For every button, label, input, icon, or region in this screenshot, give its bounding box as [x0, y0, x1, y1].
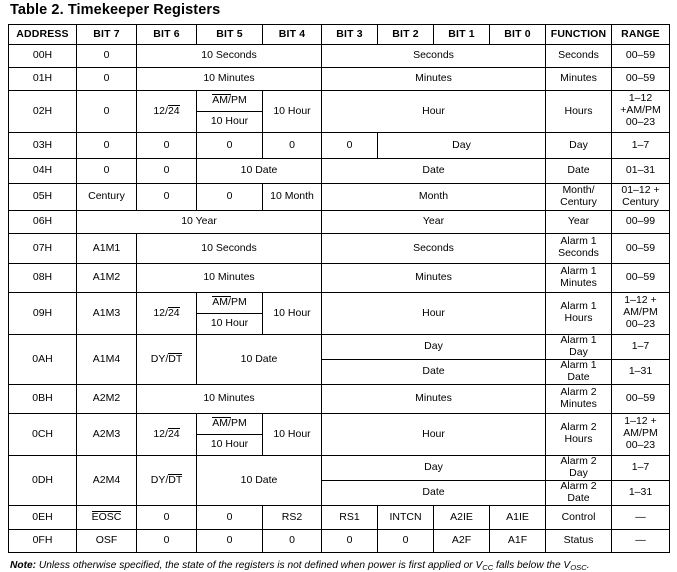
- cell-range: [612, 183, 670, 210]
- cell-address: 0EH: [9, 505, 77, 529]
- col-header-range: RANGE: [612, 24, 670, 44]
- range-line-3: 00–23: [613, 117, 668, 129]
- table-row: [9, 158, 670, 183]
- cell-bit5-top: [197, 414, 262, 435]
- bit6-prefix: DY/: [151, 353, 169, 365]
- cell-bit2: INTCN: [378, 505, 434, 529]
- function-line-1: Alarm 1: [547, 335, 610, 347]
- range-line-1: 1–12 +: [613, 416, 668, 428]
- table-row: [9, 505, 670, 529]
- cell-bits-3-0: Minutes: [322, 263, 546, 292]
- ampm-overbar: AM/: [212, 417, 231, 429]
- cell-address: 0BH: [9, 384, 77, 413]
- cell-bit3: 0: [322, 132, 378, 158]
- cell-address: 0DH: [9, 455, 77, 505]
- footnote-text-1: Unless otherwise specified, the state of the registers is not defined when power is first applied or V: [36, 560, 482, 571]
- cell-address: 0FH: [9, 529, 77, 552]
- cell-bits-3-0: Hour: [322, 90, 546, 132]
- cell-range: —: [612, 505, 670, 529]
- function-line-2: Day: [547, 468, 610, 480]
- cell-bit5-split: [197, 292, 263, 334]
- cell-bits-3-0: Minutes: [322, 384, 546, 413]
- cell-range: 00–59: [612, 233, 670, 263]
- cell-function: [546, 263, 612, 292]
- cell-bits-2-0: Day: [378, 132, 546, 158]
- range-line-2: AM/PM: [613, 307, 668, 319]
- cell-range: [612, 90, 670, 132]
- cell-range: 00–99: [612, 210, 670, 233]
- function-line-1: Month/: [547, 185, 610, 197]
- table-title: Table 2. Timekeeper Registers: [8, 0, 669, 24]
- cell-bit6: 0: [137, 158, 197, 183]
- cell-bits-3-0: Hour: [322, 292, 546, 334]
- cell-range: 00–59: [612, 44, 670, 67]
- col-header-bit6: BIT 6: [137, 24, 197, 44]
- footnote-text-2: falls below the V: [493, 560, 570, 571]
- bit6-overbar: DT: [168, 353, 182, 365]
- cell-range-bottom: 1–31: [612, 480, 670, 505]
- col-header-bit7: BIT 7: [77, 24, 137, 44]
- cell-bit7: 0: [77, 67, 137, 90]
- col-header-bit5: BIT 5: [197, 24, 263, 44]
- function-line-2: Century: [547, 197, 610, 209]
- cell-bits-3-0: Hour: [322, 413, 546, 455]
- bit6-overbar: 24: [168, 105, 180, 117]
- cell-bit5-top: [197, 293, 262, 314]
- cell-bit5: 0: [197, 183, 263, 210]
- cell-range-top: 1–7: [612, 455, 670, 480]
- range-line-2: +AM/PM: [613, 105, 668, 117]
- table-row: [9, 132, 670, 158]
- cell-bit1: A2IE: [434, 505, 490, 529]
- cell-bit5-top: [197, 91, 262, 112]
- function-line-2: Seconds: [547, 248, 610, 260]
- cell-bit6: [137, 90, 197, 132]
- cell-address: 00H: [9, 44, 77, 67]
- cell-bit6: 0: [137, 183, 197, 210]
- cell-bits-5-4: 10 Date: [197, 455, 322, 505]
- cell-bit7: A1M2: [77, 263, 137, 292]
- ampm-suffix: PM: [231, 94, 247, 106]
- cell-address: 03H: [9, 132, 77, 158]
- footnote-text-3: .: [587, 560, 590, 571]
- cell-bit7: 0: [77, 44, 137, 67]
- table-row: [9, 90, 670, 132]
- cell-bit5-split: [197, 90, 263, 132]
- cell-bits-3-0-bottom: Date: [322, 480, 546, 505]
- cell-function-bottom: [546, 359, 612, 384]
- cell-bit7: Century: [77, 183, 137, 210]
- function-line-2: Date: [547, 493, 610, 505]
- function-line-2: Hours: [547, 434, 610, 446]
- ampm-suffix: PM: [231, 417, 247, 429]
- table-row: [9, 529, 670, 552]
- cell-bits-3-0: Year: [322, 210, 546, 233]
- ampm-overbar: AM/: [212, 94, 231, 106]
- cell-bit5: 0: [197, 132, 263, 158]
- function-line-2: Hours: [547, 313, 610, 325]
- cell-bits-7-4: 10 Year: [77, 210, 322, 233]
- cell-bits-5-4: 10 Date: [197, 158, 322, 183]
- cell-address: 09H: [9, 292, 77, 334]
- cell-bits-6-4: 10 Minutes: [137, 384, 322, 413]
- cell-bit5: 0: [197, 505, 263, 529]
- cell-bit6: [137, 334, 197, 384]
- cell-bit6: [137, 413, 197, 455]
- cell-function: Control: [546, 505, 612, 529]
- cell-bit6: [137, 455, 197, 505]
- table-row: [9, 263, 670, 292]
- cell-function: Date: [546, 158, 612, 183]
- cell-bit0: A1F: [490, 529, 546, 552]
- cell-function-bottom: [546, 480, 612, 505]
- function-line-1: Alarm 1: [547, 236, 610, 248]
- table-row: [9, 384, 670, 413]
- cell-range: 00–59: [612, 384, 670, 413]
- col-header-bit0: BIT 0: [490, 24, 546, 44]
- cell-bit7: A2M4: [77, 455, 137, 505]
- function-line-2: Day: [547, 347, 610, 359]
- eosc-overbar: EOSC: [92, 511, 122, 523]
- cell-bit4: 10 Hour: [263, 90, 322, 132]
- col-header-function: FUNCTION: [546, 24, 612, 44]
- cell-address: 08H: [9, 263, 77, 292]
- cell-bits-3-0-top: Day: [322, 334, 546, 359]
- range-line-1: 01–12 +: [613, 185, 668, 197]
- footnote-sub-vosc: OSC: [570, 563, 586, 572]
- cell-address: 02H: [9, 90, 77, 132]
- cell-range: [612, 413, 670, 455]
- function-line-1: Alarm 2: [547, 387, 610, 399]
- cell-bit0: A1IE: [490, 505, 546, 529]
- range-line-2: Century: [613, 197, 668, 209]
- cell-function: [546, 233, 612, 263]
- table-row: [9, 44, 670, 67]
- cell-bit4: 10 Month: [263, 183, 322, 210]
- function-line-1: Alarm 2: [547, 456, 610, 468]
- bit6-overbar: DT: [168, 474, 182, 486]
- cell-address: 01H: [9, 67, 77, 90]
- cell-address: 04H: [9, 158, 77, 183]
- function-line-2: Minutes: [547, 278, 610, 290]
- cell-bit5-bottom: 10 Hour: [197, 112, 262, 132]
- cell-bit7: A2M3: [77, 413, 137, 455]
- cell-bit5-split: [197, 413, 263, 455]
- cell-function: [546, 384, 612, 413]
- cell-bit4: 10 Hour: [263, 413, 322, 455]
- cell-bits-6-4: 10 Minutes: [137, 67, 322, 90]
- cell-bit3: RS1: [322, 505, 378, 529]
- cell-bits-6-4: 10 Seconds: [137, 233, 322, 263]
- cell-function: [546, 292, 612, 334]
- bit6-prefix: DY/: [151, 474, 169, 486]
- cell-bits-3-0: Minutes: [322, 67, 546, 90]
- function-line-2: Date: [547, 372, 610, 384]
- cell-bit3: 0: [322, 529, 378, 552]
- cell-bit7: OSF: [77, 529, 137, 552]
- cell-range: 01–31: [612, 158, 670, 183]
- table-row: [9, 67, 670, 90]
- col-header-address: ADDRESS: [9, 24, 77, 44]
- timekeeper-registers-table: [8, 24, 670, 553]
- range-line-3: 00–23: [613, 440, 668, 452]
- cell-bit6: [137, 292, 197, 334]
- ampm-suffix: PM: [231, 296, 247, 308]
- cell-bits-3-0: Seconds: [322, 233, 546, 263]
- function-line-2: Minutes: [547, 399, 610, 411]
- bit6-prefix: 12/: [153, 307, 168, 319]
- table-row: [9, 292, 670, 334]
- cell-bit7: A1M3: [77, 292, 137, 334]
- function-line-1: Alarm 1: [547, 266, 610, 278]
- cell-function: [546, 413, 612, 455]
- footnote-sub-vcc: CC: [482, 563, 493, 572]
- cell-range-top: 1–7: [612, 334, 670, 359]
- cell-address: 06H: [9, 210, 77, 233]
- cell-function-top: [546, 455, 612, 480]
- range-line-2: AM/PM: [613, 428, 668, 440]
- cell-bits-6-4: 10 Seconds: [137, 44, 322, 67]
- cell-bits-3-0: Date: [322, 158, 546, 183]
- cell-function: Minutes: [546, 67, 612, 90]
- cell-bit6: 0: [137, 529, 197, 552]
- cell-bit5-bottom: 10 Hour: [197, 314, 262, 334]
- cell-function: Status: [546, 529, 612, 552]
- cell-bit4: 10 Hour: [263, 292, 322, 334]
- cell-bit5: 0: [197, 529, 263, 552]
- cell-address: 07H: [9, 233, 77, 263]
- cell-range: 1–7: [612, 132, 670, 158]
- cell-bit4: 0: [263, 132, 322, 158]
- cell-address: 05H: [9, 183, 77, 210]
- footnote-label: Note:: [10, 560, 36, 571]
- cell-range: 00–59: [612, 67, 670, 90]
- cell-bit7: 0: [77, 90, 137, 132]
- cell-range: [612, 292, 670, 334]
- cell-bit6: 0: [137, 505, 197, 529]
- ampm-overbar: AM/: [212, 296, 231, 308]
- bit6-overbar: 24: [168, 307, 180, 319]
- function-line-1: Alarm 2: [547, 481, 610, 493]
- cell-function: [546, 183, 612, 210]
- table-header-row: [9, 24, 670, 44]
- cell-bits-3-0: Seconds: [322, 44, 546, 67]
- cell-bits-3-0-bottom: Date: [322, 359, 546, 384]
- cell-function: Year: [546, 210, 612, 233]
- col-header-bit1: BIT 1: [434, 24, 490, 44]
- table-row: [9, 455, 670, 480]
- cell-bit4: RS2: [263, 505, 322, 529]
- cell-function: Day: [546, 132, 612, 158]
- cell-bits-6-4: 10 Minutes: [137, 263, 322, 292]
- cell-function: Hours: [546, 90, 612, 132]
- function-line-1: Alarm 2: [547, 422, 610, 434]
- cell-address: 0AH: [9, 334, 77, 384]
- cell-address: 0CH: [9, 413, 77, 455]
- table-row: [9, 210, 670, 233]
- cell-bit4: 0: [263, 529, 322, 552]
- range-line-3: 00–23: [613, 319, 668, 331]
- bit6-prefix: 12/: [153, 105, 168, 117]
- cell-range: —: [612, 529, 670, 552]
- function-line-1: Alarm 1: [547, 360, 610, 372]
- cell-function: Seconds: [546, 44, 612, 67]
- cell-bits-3-0: Month: [322, 183, 546, 210]
- function-line-1: Alarm 1: [547, 301, 610, 313]
- cell-bit7: 0: [77, 158, 137, 183]
- col-header-bit3: BIT 3: [322, 24, 378, 44]
- cell-range-bottom: 1–31: [612, 359, 670, 384]
- cell-bit7: A1M4: [77, 334, 137, 384]
- table-row: [9, 413, 670, 455]
- table-footnote: [8, 553, 669, 572]
- cell-bit7: A1M1: [77, 233, 137, 263]
- cell-bit7: [77, 505, 137, 529]
- range-line-1: 1–12: [613, 93, 668, 105]
- col-header-bit2: BIT 2: [378, 24, 434, 44]
- cell-bit1: A2F: [434, 529, 490, 552]
- cell-bit6: 0: [137, 132, 197, 158]
- bit6-overbar: 24: [168, 428, 180, 440]
- cell-bits-5-4: 10 Date: [197, 334, 322, 384]
- col-header-bit4: BIT 4: [263, 24, 322, 44]
- cell-bits-3-0-top: Day: [322, 455, 546, 480]
- table-row: [9, 183, 670, 210]
- range-line-1: 1–12 +: [613, 295, 668, 307]
- cell-bit2: 0: [378, 529, 434, 552]
- cell-bit5-bottom: 10 Hour: [197, 435, 262, 455]
- cell-function-top: [546, 334, 612, 359]
- table-row: [9, 334, 670, 359]
- cell-bit7: 0: [77, 132, 137, 158]
- bit6-prefix: 12/: [153, 428, 168, 440]
- table-row: [9, 233, 670, 263]
- cell-bit7: A2M2: [77, 384, 137, 413]
- cell-range: 00–59: [612, 263, 670, 292]
